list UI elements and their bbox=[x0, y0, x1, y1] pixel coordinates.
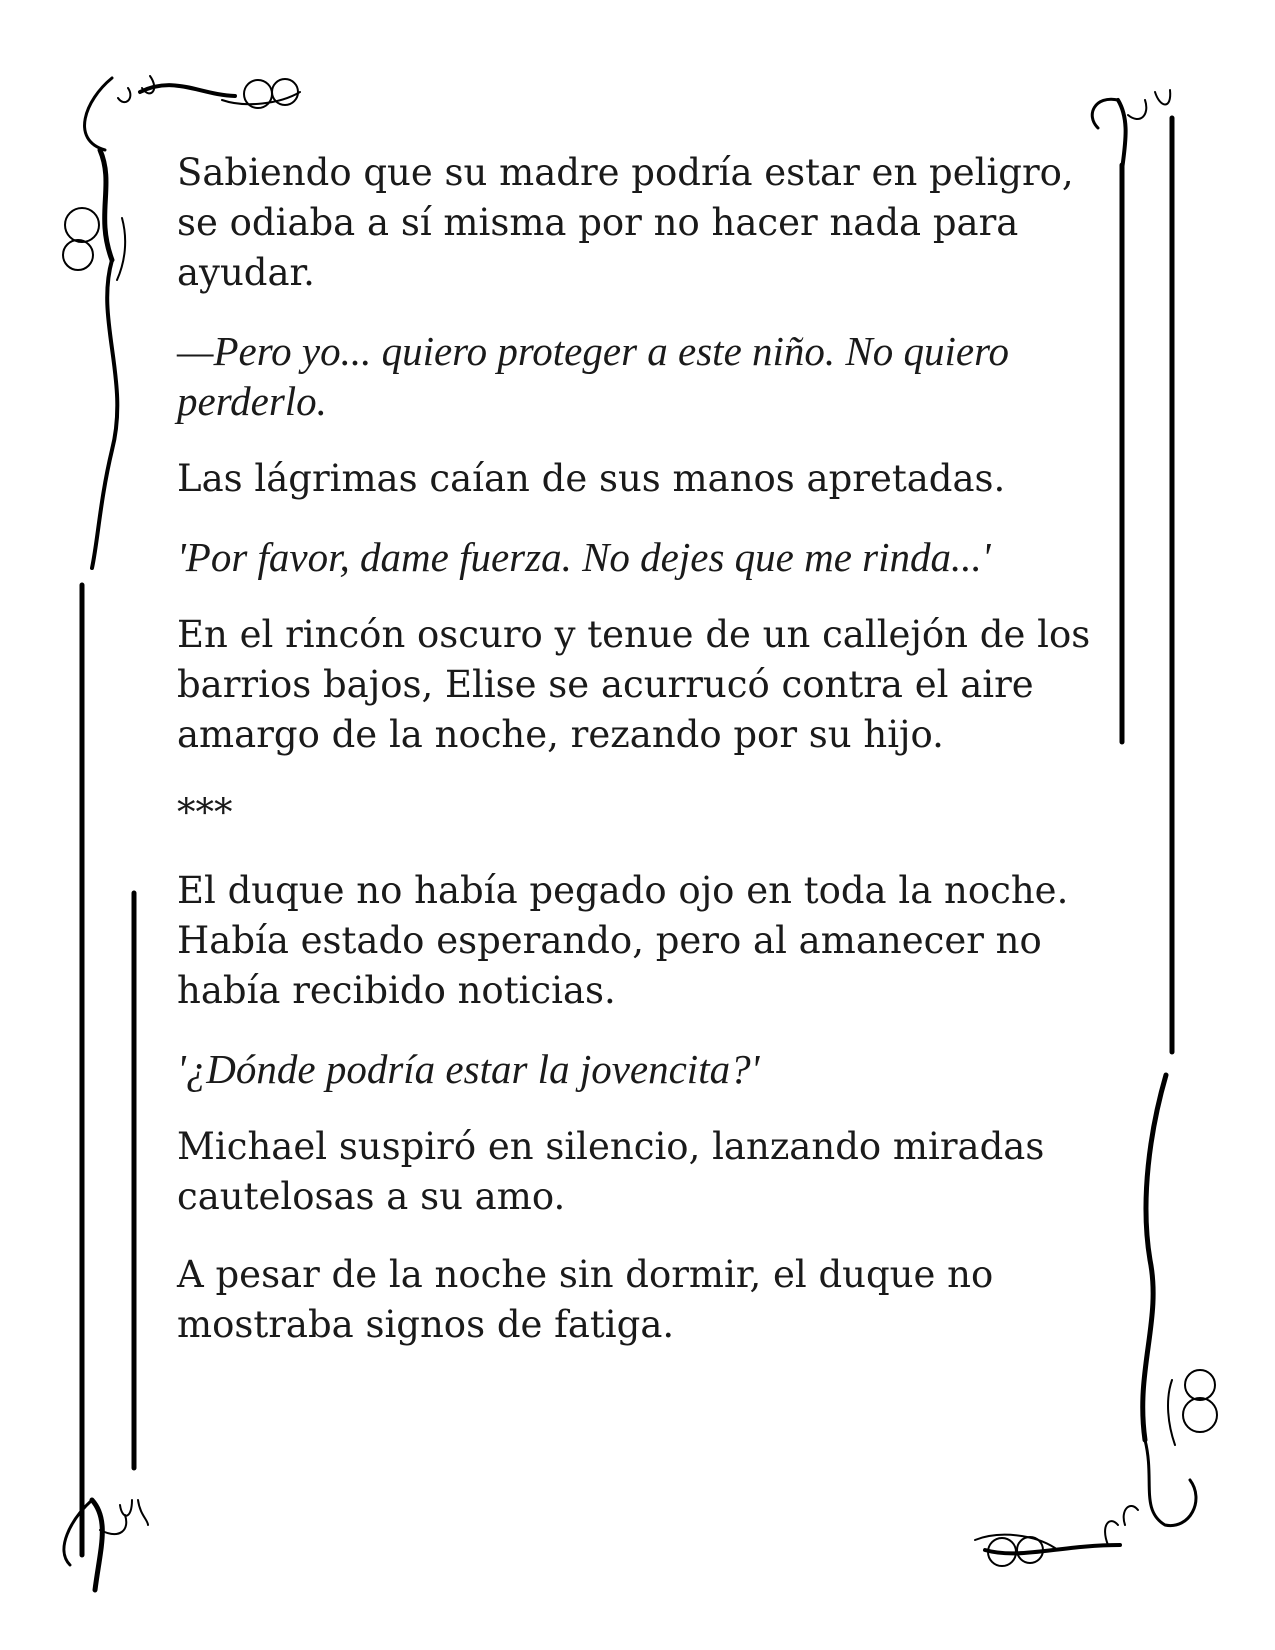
paragraph: A pesar de la noche sin dormir, el duque no mostraba signos de fatiga. bbox=[177, 1253, 994, 1346]
paragraph: En el rincón oscuro y tenue de un callejón de los barrios bajos, Elise se acurrucó contra el aire amargo de la noche, rezando por su hijo. bbox=[177, 613, 1091, 756]
paragraph: Michael suspiró en silencio, lanzando miradas cautelosas a su amo. bbox=[177, 1125, 1045, 1218]
paragraph-thought: '¿Dónde podría estar la jovencita?' bbox=[177, 1046, 760, 1092]
bottom-left-flourish bbox=[64, 1500, 148, 1590]
story-text bbox=[177, 148, 1097, 1378]
top-right-flourish bbox=[1092, 90, 1170, 742]
paragraph-dialogue: —Pero yo... quiero proteger a este niño. No quiero perderlo. bbox=[177, 328, 1010, 424]
paragraph: El duque no había pegado ojo en toda la noche. Había estado esperando, pero al amanecer no había recibido noticias. bbox=[177, 869, 1069, 1012]
scene-break: *** bbox=[177, 791, 233, 834]
paragraph-thought: 'Por favor, dame fuerza. No dejes que me rinda...' bbox=[177, 534, 991, 580]
paragraph: Las lágrimas caían de sus manos apretadas. bbox=[177, 457, 1006, 500]
paragraph: Sabiendo que su madre podría estar en peligro, se odiaba a sí misma por no hacer nada para ayudar. bbox=[177, 151, 1074, 294]
